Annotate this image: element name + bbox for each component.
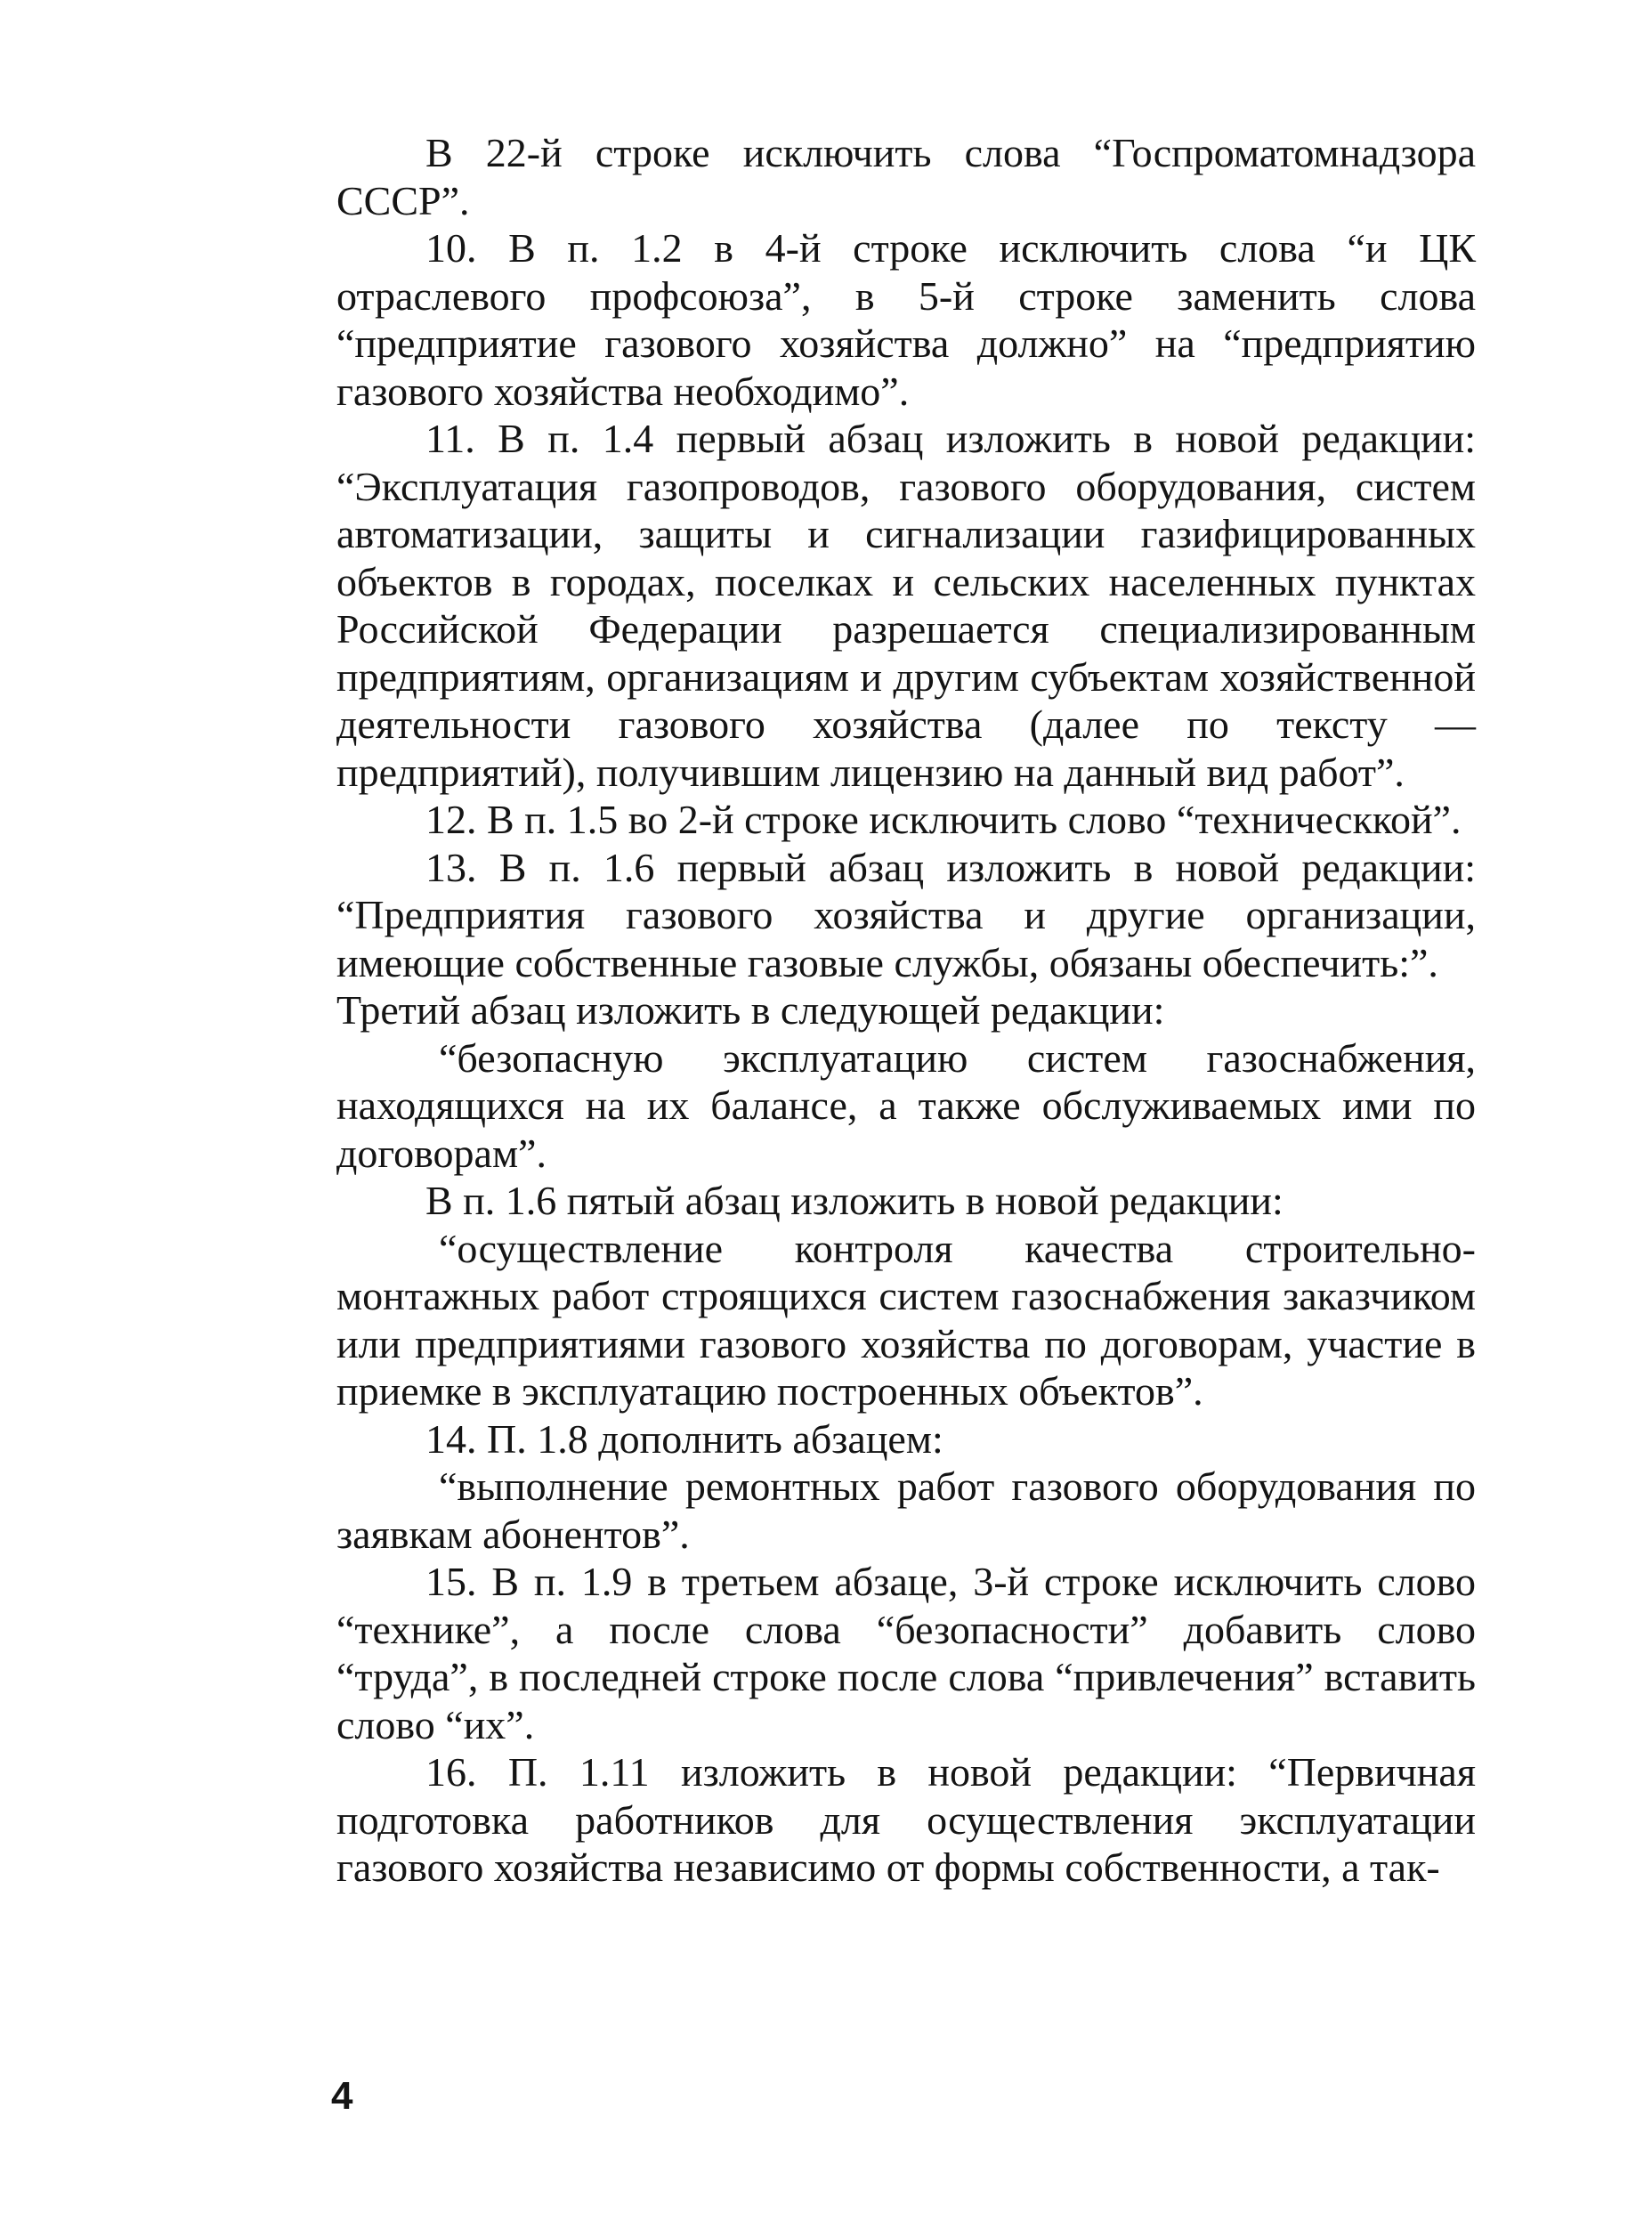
page-number: 4 xyxy=(331,2074,353,2118)
paragraph-third-abzac: Третий абзац изложить в следующей редакции: xyxy=(336,987,1165,1033)
paragraph-fifth-abzac: В п. 1.6 пятый абзац изложить в новой редакции: xyxy=(425,1178,1284,1223)
paragraph-item-13: 13. В п. 1.6 первый абзац изложить в новой редакции: “Предприятия газового хозяйства и другие организации, имеющие собственные газовые службы, обязаны обеспечить:”. xyxy=(336,844,1476,985)
paragraph-quote-safe-operation: “безопасную эксплуатацию систем газоснабжения, находящихся на их балансе, а также обслуживаемых ими по договорам”. xyxy=(336,1034,1476,1176)
paragraph-item-15: 15. В п. 1.9 в третьем абзаце, 3-й строке исключить слово “технике”, а после слова “безопасности” добавить слово “труда”, в последней строке после слова “привлечения” вставить слово “их”. xyxy=(336,1559,1476,1747)
paragraph-quote-repair-works: “выполнение ремонтных работ газового оборудования по заявкам абонентов”. xyxy=(336,1463,1476,1557)
paragraph-gospromatomnadzor: В 22-й строке исключить слова “Госпроматомнадзора СССР”. xyxy=(336,130,1476,223)
paragraph-item-16: 16. П. 1.11 изложить в новой редакции: “Первичная подготовка работников для осуществления эксплуатации газового хозяйства независимо от формы собственности, а так- xyxy=(336,1749,1476,1890)
paragraph-item-11: 11. В п. 1.4 первый абзац изложить в новой редакции: “Эксплуатация газопроводов, газового оборудования, систем автоматизации, защиты и сигнализации газифицированных объектов в городах, поселках и сельских населенных пунктах Российской Федерации разрешается специализированным предприятиям, организациям и другим субъектам хозяйственной деятельности газового хозяйства (далее по тексту — предприятий), получившим лицензию на данный вид работ”. xyxy=(336,416,1476,795)
paragraph-item-12: 12. В п. 1.5 во 2-й строке исключить слово “техническкой”. xyxy=(425,797,1462,842)
paragraph-item-10: 10. В п. 1.2 в 4-й строке исключить слова “и ЦК отраслевого профсоюза”, в 5-й строке заменить слова “предприятие газового хозяйства должно” на “предприятию газового хозяйства необходимо”. xyxy=(336,225,1476,414)
paragraph-quote-quality-control: “осуществление контроля качества строительно-монтажных работ строящихся систем газоснабжения заказчиком или предприятиями газового хозяйства по договорам, участие в приемке в эксплуатацию построенных объектов”. xyxy=(336,1225,1476,1414)
document-body xyxy=(336,129,1476,1892)
paragraph-item-14: 14. П. 1.8 дополнить абзацем: xyxy=(425,1415,943,1462)
